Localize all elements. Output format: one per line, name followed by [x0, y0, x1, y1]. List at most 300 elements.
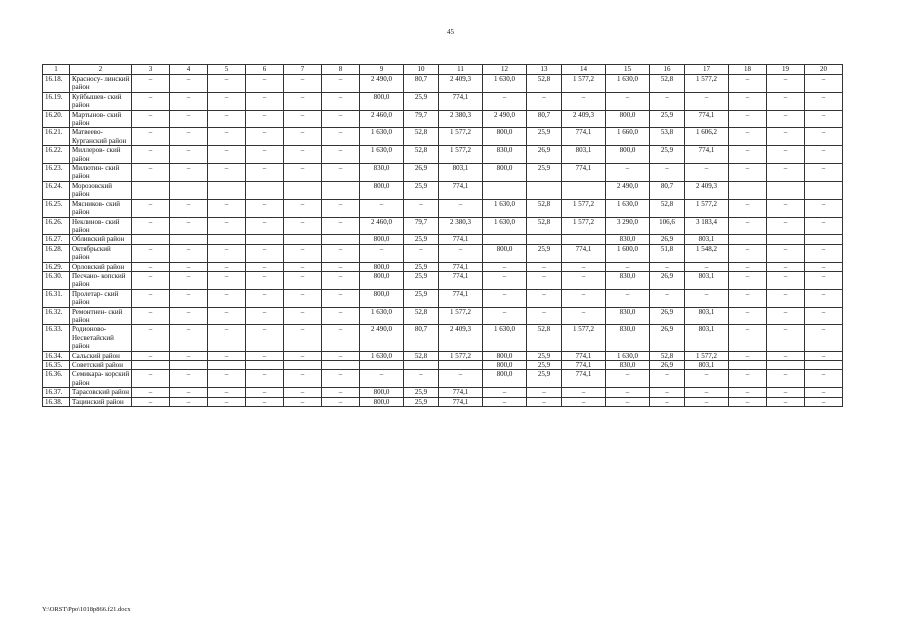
- value-cell: –: [483, 289, 527, 307]
- header-row: [43, 65, 843, 75]
- district-name: Тарасовский район: [70, 388, 132, 397]
- value-cell: 774,1: [562, 370, 606, 388]
- value-cell: 774,1: [439, 397, 483, 406]
- value-cell: 25,9: [404, 397, 439, 406]
- value-cell: –: [729, 128, 767, 146]
- value-cell: [322, 235, 360, 244]
- value-cell: 1 548,2: [685, 244, 729, 262]
- value-cell: 803,1: [685, 235, 729, 244]
- value-cell: –: [246, 271, 284, 289]
- value-cell: –: [685, 289, 729, 307]
- row-number: 16.24.: [43, 181, 70, 199]
- value-cell: –: [246, 244, 284, 262]
- value-cell: 52,8: [650, 75, 685, 93]
- value-cell: 800,0: [483, 361, 527, 370]
- value-cell: [483, 181, 527, 199]
- value-cell: –: [650, 289, 685, 307]
- value-cell: –: [132, 289, 170, 307]
- value-cell: 774,1: [439, 271, 483, 289]
- table-row: [43, 128, 843, 146]
- value-cell: 26,9: [650, 361, 685, 370]
- value-cell: 1 600,0: [606, 244, 650, 262]
- header-cell: 6: [246, 65, 284, 75]
- value-cell: –: [170, 217, 208, 235]
- value-cell: –: [650, 397, 685, 406]
- value-cell: –: [132, 397, 170, 406]
- value-cell: –: [284, 244, 322, 262]
- header-cell: 15: [606, 65, 650, 75]
- value-cell: –: [767, 351, 805, 360]
- value-cell: –: [767, 128, 805, 146]
- value-cell: 1 630,0: [360, 351, 404, 360]
- value-cell: 774,1: [562, 244, 606, 262]
- header-cell: 10: [404, 65, 439, 75]
- value-cell: 830,0: [606, 325, 650, 351]
- value-cell: –: [132, 110, 170, 128]
- value-cell: 800,0: [483, 244, 527, 262]
- value-cell: –: [284, 397, 322, 406]
- value-cell: –: [562, 271, 606, 289]
- value-cell: 26,9: [650, 307, 685, 325]
- value-cell: 25,9: [404, 92, 439, 110]
- value-cell: –: [132, 271, 170, 289]
- value-cell: –: [685, 92, 729, 110]
- table-row: [43, 92, 843, 110]
- value-cell: [729, 235, 767, 244]
- value-cell: –: [170, 199, 208, 217]
- value-cell: –: [404, 244, 439, 262]
- district-name: Сальский район: [70, 351, 132, 360]
- value-cell: –: [729, 75, 767, 93]
- row-number: 16.20.: [43, 110, 70, 128]
- row-number: 16.37.: [43, 388, 70, 397]
- value-cell: –: [322, 146, 360, 164]
- value-cell: –: [170, 397, 208, 406]
- value-cell: 25,9: [404, 289, 439, 307]
- value-cell: –: [439, 199, 483, 217]
- value-cell: –: [562, 92, 606, 110]
- district-name: Морозовский район: [70, 181, 132, 199]
- value-cell: –: [606, 262, 650, 271]
- value-cell: –: [483, 92, 527, 110]
- value-cell: –: [322, 244, 360, 262]
- table-row: [43, 271, 843, 289]
- value-cell: –: [246, 307, 284, 325]
- value-cell: [767, 235, 805, 244]
- value-cell: –: [729, 92, 767, 110]
- header-cell: 7: [284, 65, 322, 75]
- value-cell: –: [132, 307, 170, 325]
- value-cell: –: [284, 146, 322, 164]
- value-cell: –: [729, 271, 767, 289]
- value-cell: 1 577,2: [562, 199, 606, 217]
- value-cell: [729, 181, 767, 199]
- value-cell: 774,1: [685, 110, 729, 128]
- value-cell: –: [322, 351, 360, 360]
- value-cell: 1 577,2: [439, 351, 483, 360]
- value-cell: 26,9: [650, 325, 685, 351]
- value-cell: [729, 361, 767, 370]
- value-cell: –: [685, 370, 729, 388]
- value-cell: –: [805, 146, 843, 164]
- value-cell: –: [767, 199, 805, 217]
- value-cell: –: [805, 307, 843, 325]
- value-cell: –: [246, 351, 284, 360]
- value-cell: –: [685, 397, 729, 406]
- value-cell: 800,0: [483, 351, 527, 360]
- value-cell: 800,0: [360, 289, 404, 307]
- district-name: Ремонтнен- ский район: [70, 307, 132, 325]
- value-cell: 1 630,0: [483, 325, 527, 351]
- value-cell: –: [284, 262, 322, 271]
- value-cell: 800,0: [483, 128, 527, 146]
- value-cell: 25,9: [650, 146, 685, 164]
- value-cell: 53,8: [650, 128, 685, 146]
- table-row: [43, 307, 843, 325]
- value-cell: –: [132, 164, 170, 182]
- value-cell: –: [650, 262, 685, 271]
- table-row: [43, 217, 843, 235]
- row-number: 16.25.: [43, 199, 70, 217]
- value-cell: [132, 235, 170, 244]
- value-cell: 52,8: [404, 128, 439, 146]
- value-cell: 52,8: [527, 75, 562, 93]
- value-cell: –: [606, 92, 650, 110]
- value-cell: –: [170, 110, 208, 128]
- value-cell: –: [170, 370, 208, 388]
- value-cell: –: [767, 92, 805, 110]
- value-cell: –: [483, 397, 527, 406]
- value-cell: –: [483, 271, 527, 289]
- value-cell: –: [322, 370, 360, 388]
- value-cell: 1 630,0: [483, 199, 527, 217]
- value-cell: –: [527, 289, 562, 307]
- value-cell: –: [483, 262, 527, 271]
- value-cell: 2 409,3: [685, 181, 729, 199]
- row-number: 16.26.: [43, 217, 70, 235]
- value-cell: –: [284, 351, 322, 360]
- value-cell: 1 577,2: [439, 307, 483, 325]
- value-cell: –: [439, 244, 483, 262]
- value-cell: –: [132, 75, 170, 93]
- value-cell: 803,1: [562, 146, 606, 164]
- value-cell: 800,0: [606, 110, 650, 128]
- value-cell: –: [208, 397, 246, 406]
- value-cell: 774,1: [439, 181, 483, 199]
- value-cell: 774,1: [562, 128, 606, 146]
- value-cell: –: [767, 262, 805, 271]
- value-cell: –: [805, 271, 843, 289]
- value-cell: –: [208, 262, 246, 271]
- value-cell: –: [170, 92, 208, 110]
- value-cell: 1 660,0: [606, 128, 650, 146]
- header-cell: 18: [729, 65, 767, 75]
- value-cell: –: [284, 164, 322, 182]
- value-cell: –: [170, 75, 208, 93]
- value-cell: –: [208, 146, 246, 164]
- value-cell: –: [284, 370, 322, 388]
- value-cell: –: [322, 164, 360, 182]
- value-cell: [322, 181, 360, 199]
- value-cell: 51,8: [650, 244, 685, 262]
- value-cell: 1 577,2: [562, 217, 606, 235]
- value-cell: –: [650, 92, 685, 110]
- value-cell: 80,7: [404, 325, 439, 351]
- value-cell: 2 409,3: [439, 325, 483, 351]
- value-cell: 2 460,0: [360, 217, 404, 235]
- table-row: [43, 146, 843, 164]
- value-cell: 774,1: [439, 388, 483, 397]
- value-cell: 1 630,0: [360, 146, 404, 164]
- value-cell: –: [132, 244, 170, 262]
- value-cell: 830,0: [606, 235, 650, 244]
- value-cell: –: [729, 164, 767, 182]
- value-cell: 1 630,0: [360, 307, 404, 325]
- value-cell: –: [650, 388, 685, 397]
- value-cell: –: [322, 325, 360, 351]
- value-cell: 2 490,0: [360, 325, 404, 351]
- row-number: 16.33.: [43, 325, 70, 351]
- value-cell: –: [284, 289, 322, 307]
- value-cell: –: [208, 271, 246, 289]
- value-cell: 3 290,0: [606, 217, 650, 235]
- value-cell: [208, 361, 246, 370]
- value-cell: 2 380,3: [439, 217, 483, 235]
- value-cell: –: [208, 370, 246, 388]
- row-number: 16.19.: [43, 92, 70, 110]
- value-cell: [767, 361, 805, 370]
- header-cell: 5: [208, 65, 246, 75]
- value-cell: –: [170, 146, 208, 164]
- value-cell: –: [132, 262, 170, 271]
- value-cell: –: [767, 110, 805, 128]
- table-row: [43, 370, 843, 388]
- value-cell: –: [360, 244, 404, 262]
- value-cell: –: [132, 92, 170, 110]
- value-cell: [170, 361, 208, 370]
- value-cell: 803,1: [685, 307, 729, 325]
- value-cell: 25,9: [527, 351, 562, 360]
- value-cell: 800,0: [606, 146, 650, 164]
- value-cell: –: [284, 92, 322, 110]
- value-cell: 3 183,4: [685, 217, 729, 235]
- value-cell: –: [208, 75, 246, 93]
- value-cell: –: [729, 289, 767, 307]
- value-cell: 1 630,0: [606, 351, 650, 360]
- district-name: Советский район: [70, 361, 132, 370]
- value-cell: –: [729, 262, 767, 271]
- value-cell: –: [805, 397, 843, 406]
- value-cell: –: [132, 325, 170, 351]
- value-cell: –: [246, 164, 284, 182]
- value-cell: –: [606, 397, 650, 406]
- value-cell: 52,8: [404, 351, 439, 360]
- value-cell: –: [246, 75, 284, 93]
- value-cell: [404, 361, 439, 370]
- value-cell: 803,1: [685, 361, 729, 370]
- value-cell: 800,0: [360, 388, 404, 397]
- district-name: Милютин- ский район: [70, 164, 132, 182]
- value-cell: –: [322, 217, 360, 235]
- value-cell: –: [246, 325, 284, 351]
- value-cell: –: [322, 128, 360, 146]
- value-cell: –: [322, 199, 360, 217]
- value-cell: 25,9: [404, 235, 439, 244]
- value-cell: –: [729, 351, 767, 360]
- row-number: 16.31.: [43, 289, 70, 307]
- value-cell: –: [246, 397, 284, 406]
- value-cell: 774,1: [562, 164, 606, 182]
- table-row: [43, 262, 843, 271]
- value-cell: 106,6: [650, 217, 685, 235]
- value-cell: 1 630,0: [483, 217, 527, 235]
- value-cell: [322, 361, 360, 370]
- value-cell: –: [805, 388, 843, 397]
- value-cell: 52,8: [404, 146, 439, 164]
- value-cell: –: [805, 217, 843, 235]
- value-cell: –: [439, 370, 483, 388]
- value-cell: –: [404, 370, 439, 388]
- value-cell: –: [767, 307, 805, 325]
- value-cell: 2 409,3: [562, 110, 606, 128]
- value-cell: –: [246, 199, 284, 217]
- value-cell: –: [562, 289, 606, 307]
- value-cell: –: [767, 370, 805, 388]
- value-cell: 52,8: [527, 199, 562, 217]
- value-cell: –: [767, 244, 805, 262]
- value-cell: –: [729, 244, 767, 262]
- value-cell: –: [208, 289, 246, 307]
- value-cell: –: [805, 128, 843, 146]
- value-cell: –: [322, 388, 360, 397]
- value-cell: –: [767, 289, 805, 307]
- value-cell: –: [322, 397, 360, 406]
- value-cell: –: [729, 370, 767, 388]
- value-cell: 1 577,2: [685, 75, 729, 93]
- value-cell: 830,0: [606, 271, 650, 289]
- value-cell: 25,9: [404, 271, 439, 289]
- value-cell: –: [360, 199, 404, 217]
- value-cell: –: [284, 325, 322, 351]
- value-cell: –: [805, 351, 843, 360]
- value-cell: –: [805, 110, 843, 128]
- value-cell: 25,9: [650, 110, 685, 128]
- value-cell: –: [208, 307, 246, 325]
- district-name: Тацинский район: [70, 397, 132, 406]
- row-number: 16.30.: [43, 271, 70, 289]
- value-cell: –: [132, 388, 170, 397]
- value-cell: 1 630,0: [483, 75, 527, 93]
- table-row: [43, 199, 843, 217]
- row-number: 16.22.: [43, 146, 70, 164]
- row-number: 16.27.: [43, 235, 70, 244]
- value-cell: –: [170, 128, 208, 146]
- value-cell: 2 460,0: [360, 110, 404, 128]
- value-cell: [246, 181, 284, 199]
- value-cell: –: [805, 75, 843, 93]
- value-cell: –: [729, 110, 767, 128]
- value-cell: 26,9: [650, 235, 685, 244]
- value-cell: 1 577,2: [685, 199, 729, 217]
- value-cell: [805, 235, 843, 244]
- value-cell: 25,9: [527, 370, 562, 388]
- value-cell: [483, 235, 527, 244]
- value-cell: –: [360, 370, 404, 388]
- value-cell: 52,8: [650, 199, 685, 217]
- header-cell: 17: [685, 65, 729, 75]
- value-cell: [767, 181, 805, 199]
- value-cell: 803,1: [685, 271, 729, 289]
- value-cell: 52,8: [650, 351, 685, 360]
- value-cell: –: [246, 262, 284, 271]
- district-name: Мясников- ский район: [70, 199, 132, 217]
- value-cell: –: [562, 307, 606, 325]
- value-cell: –: [246, 128, 284, 146]
- value-cell: –: [208, 388, 246, 397]
- table-row: [43, 244, 843, 262]
- value-cell: 1 630,0: [606, 75, 650, 93]
- value-cell: –: [208, 325, 246, 351]
- row-number: 16.18.: [43, 75, 70, 93]
- value-cell: –: [208, 199, 246, 217]
- row-number: 16.28.: [43, 244, 70, 262]
- value-cell: –: [729, 146, 767, 164]
- value-cell: 800,0: [360, 235, 404, 244]
- value-cell: 800,0: [360, 92, 404, 110]
- row-number: 16.32.: [43, 307, 70, 325]
- value-cell: 774,1: [439, 235, 483, 244]
- value-cell: –: [322, 262, 360, 271]
- value-cell: –: [246, 217, 284, 235]
- value-cell: –: [246, 146, 284, 164]
- value-cell: –: [208, 164, 246, 182]
- value-cell: 80,7: [527, 110, 562, 128]
- value-cell: 800,0: [483, 370, 527, 388]
- district-name: Обливский район: [70, 235, 132, 244]
- value-cell: –: [208, 217, 246, 235]
- table-row: [43, 164, 843, 182]
- district-name: Красносу- линский район: [70, 75, 132, 93]
- value-cell: –: [805, 244, 843, 262]
- value-cell: –: [606, 289, 650, 307]
- value-cell: 774,1: [685, 146, 729, 164]
- header-cell: 19: [767, 65, 805, 75]
- value-cell: 25,9: [404, 181, 439, 199]
- row-number: 16.23.: [43, 164, 70, 182]
- value-cell: [170, 235, 208, 244]
- value-cell: –: [767, 164, 805, 182]
- data-table: [42, 64, 843, 407]
- value-cell: –: [805, 289, 843, 307]
- value-cell: 803,1: [439, 164, 483, 182]
- district-name: Мартынов- ский район: [70, 110, 132, 128]
- row-number: 16.21.: [43, 128, 70, 146]
- table-row: [43, 361, 843, 370]
- value-cell: –: [170, 388, 208, 397]
- header-cell: 12: [483, 65, 527, 75]
- value-cell: 800,0: [483, 164, 527, 182]
- value-cell: 830,0: [360, 164, 404, 182]
- header-cell: 13: [527, 65, 562, 75]
- value-cell: –: [170, 351, 208, 360]
- district-name: Семикара- корский район: [70, 370, 132, 388]
- table-row: [43, 75, 843, 93]
- value-cell: –: [767, 217, 805, 235]
- value-cell: –: [685, 388, 729, 397]
- value-cell: –: [132, 351, 170, 360]
- value-cell: –: [284, 110, 322, 128]
- value-cell: –: [246, 289, 284, 307]
